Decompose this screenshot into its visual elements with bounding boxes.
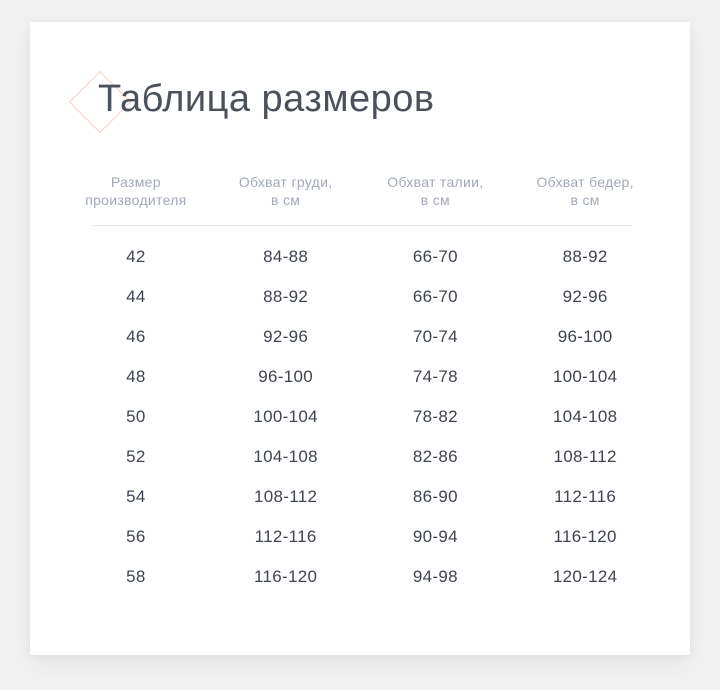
size-cell: 96-100 [557, 327, 613, 346]
size-chart-card [30, 22, 690, 655]
table-row [61, 317, 660, 357]
page-title: Таблица размеров [98, 78, 435, 120]
size-cell: 58 [126, 567, 146, 586]
table-header-row [61, 173, 660, 209]
size-cell: 42 [126, 247, 146, 266]
size-cell: 70-74 [412, 327, 458, 346]
size-cell: 108-112 [254, 487, 318, 506]
column-header-line1: Обхват груди, [238, 174, 333, 190]
table-row [61, 557, 660, 597]
column-header-line2: в см [420, 192, 450, 208]
column-header [211, 173, 361, 209]
column-header [361, 173, 511, 209]
size-cell: 88-92 [562, 247, 608, 266]
size-cell: 116-120 [254, 567, 318, 586]
size-table [61, 173, 660, 597]
size-cell: 112-116 [254, 527, 317, 546]
size-cell: 78-82 [412, 407, 458, 426]
table-row [61, 437, 660, 477]
table-row [61, 517, 660, 557]
size-cell: 96-100 [258, 367, 313, 386]
size-cell: 54 [126, 487, 146, 506]
size-cell: 56 [126, 527, 146, 546]
table-body [61, 237, 660, 597]
size-cell: 82-86 [412, 447, 458, 466]
size-cell: 94-98 [412, 567, 458, 586]
column-header-line1: Размер [110, 174, 161, 190]
column-header [61, 173, 211, 209]
column-header-line2: в см [271, 192, 301, 208]
column-header-line1: Обхват талии, [387, 174, 484, 190]
size-cell: 46 [126, 327, 146, 346]
table-row [61, 397, 660, 437]
column-header [510, 173, 660, 209]
size-cell: 108-112 [553, 447, 617, 466]
header-divider [93, 225, 632, 226]
size-cell: 50 [126, 407, 146, 426]
size-cell: 66-70 [412, 247, 458, 266]
size-cell: 100-104 [253, 407, 318, 426]
size-cell: 74-78 [412, 367, 458, 386]
size-cell: 120-124 [552, 567, 618, 586]
size-cell: 104-108 [552, 407, 618, 426]
table-row [61, 237, 660, 277]
column-header-line2: в см [570, 192, 600, 208]
size-cell: 52 [126, 447, 146, 466]
size-cell: 86-90 [412, 487, 458, 506]
size-cell: 100-104 [552, 367, 618, 386]
size-cell: 92-96 [263, 327, 309, 346]
size-cell: 116-120 [553, 527, 617, 546]
size-cell: 92-96 [562, 287, 608, 306]
size-cell: 112-116 [554, 487, 617, 506]
column-header-line1: Обхват бедер, [536, 174, 634, 190]
size-cell: 84-88 [263, 247, 309, 266]
size-cell: 104-108 [253, 447, 318, 466]
table-row [61, 477, 660, 517]
size-cell: 48 [126, 367, 146, 386]
table-row [61, 277, 660, 317]
size-cell: 90-94 [412, 527, 458, 546]
table-row [61, 357, 660, 397]
column-header-line2: производителя [85, 192, 187, 208]
size-cell: 66-70 [412, 287, 458, 306]
size-cell: 44 [126, 287, 146, 306]
size-cell: 88-92 [263, 287, 309, 306]
